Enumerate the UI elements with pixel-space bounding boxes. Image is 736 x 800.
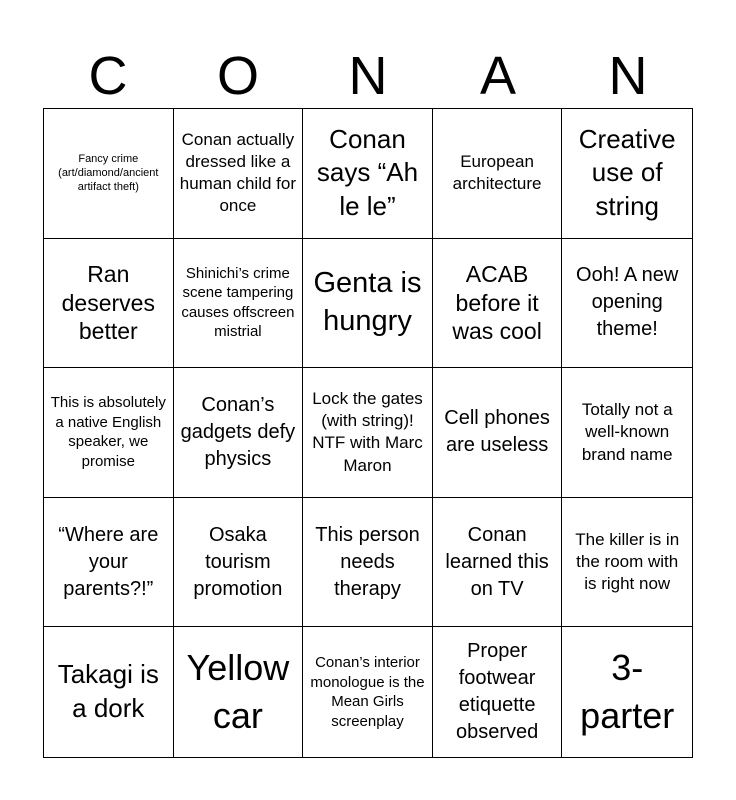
bingo-cell-r1-c2[interactable]: Conan actually dressed like a human child for once: [174, 109, 304, 239]
bingo-cell-r3-c1[interactable]: This is absolutely a native English speaker, we promise: [44, 368, 174, 498]
bingo-cell-r2-c2[interactable]: Shinichi’s crime scene tampering causes offscreen mistrial: [174, 239, 304, 369]
bingo-cell-r4-c3[interactable]: This person needs therapy: [303, 498, 433, 628]
bingo-cell-r2-c5[interactable]: Ooh! A new opening theme!: [562, 239, 692, 369]
bingo-cell-r1-c1[interactable]: Fancy crime (art/diamond/ancient artifact theft): [44, 109, 174, 239]
header-letter-n: N: [348, 46, 388, 106]
bingo-cell-r2-c1[interactable]: Ran deserves better: [44, 239, 174, 369]
bingo-header: [43, 44, 693, 108]
bingo-cell-r5-c3[interactable]: Conan’s interior monologue is the Mean Girls screenplay: [303, 627, 433, 757]
bingo-cell-r4-c5[interactable]: The killer is in the room with is right now: [562, 498, 692, 628]
bingo-cell-r1-c3[interactable]: Conan says “Ah le le”: [303, 109, 433, 239]
bingo-cell-r5-c4[interactable]: Proper footwear etiquette observed: [433, 627, 563, 757]
header-letter-c: C: [88, 46, 128, 106]
bingo-cell-r4-c1[interactable]: “Where are your parents?!”: [44, 498, 174, 628]
bingo-cell-r3-c4[interactable]: Cell phones are useless: [433, 368, 563, 498]
header-letter-a: A: [479, 46, 517, 106]
bingo-cell-r3-c3[interactable]: Lock the gates (with string)! NTF with Marc Maron: [303, 368, 433, 498]
bingo-cell-r5-c5[interactable]: 3-parter: [580, 646, 675, 737]
bingo-cell-r5-c2[interactable]: Yellow car: [174, 627, 304, 757]
bingo-cell-r4-c2[interactable]: Osaka tourism promotion: [174, 498, 304, 628]
bingo-cell-r2-c4[interactable]: ACAB before it was cool: [433, 239, 563, 369]
bingo-cell-r2-c3[interactable]: Genta is hungry: [303, 239, 433, 369]
bingo-cell-r5-c1[interactable]: Takagi is a dork: [44, 627, 174, 757]
header-letter-n-2: N: [608, 46, 648, 106]
header-letter-o: O: [216, 46, 259, 106]
bingo-board: [43, 108, 693, 758]
bingo-cell-r1-c5[interactable]: Creative use of string: [562, 109, 692, 239]
bingo-cell-r4-c4[interactable]: Conan learned this on TV: [433, 498, 563, 628]
bingo-cell-r3-c2[interactable]: Conan’s gadgets defy physics: [174, 368, 304, 498]
bingo-cell-r1-c4[interactable]: European architecture: [433, 109, 563, 239]
bingo-cell-r3-c5[interactable]: Totally not a well-known brand name: [562, 368, 692, 498]
